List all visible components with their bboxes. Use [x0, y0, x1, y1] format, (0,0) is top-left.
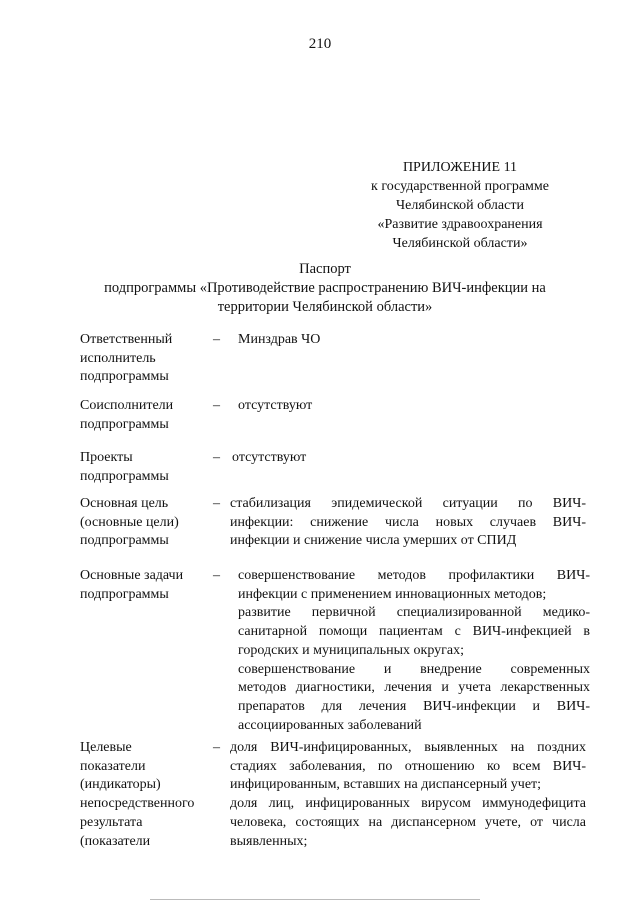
row-value: [230, 739, 586, 851]
appendix-line: ПРИЛОЖЕНИЕ 11: [402, 160, 518, 175]
appendix-line: к государственной программе: [371, 179, 549, 194]
row-label-line: исполнитель: [80, 350, 156, 366]
row-value: [238, 567, 590, 735]
row-value-line: выявленных;: [230, 833, 308, 849]
row-label-line: Проекты: [80, 450, 133, 465]
row-label: [80, 449, 208, 486]
row-dash: –: [213, 496, 220, 511]
row-value-line: человека, состоящих на диспансерном учете, от числа: [230, 814, 586, 830]
row-label-line: Целевые: [80, 740, 132, 755]
row-label-line: подпрограммы: [80, 533, 169, 549]
row-label-line: Соисполнители: [80, 398, 174, 413]
row-value-line: доля ВИЧ-инфицированных, выявленных на поздних: [230, 740, 586, 755]
row-dash: –: [213, 568, 220, 583]
row-label: [80, 331, 208, 387]
row-value-line: инфекции и снижение числа умерших от СПИД: [230, 533, 517, 549]
row-label-line: подпрограммы: [80, 586, 169, 602]
row-value-line: препаратов для лечения ВИЧ-инфекции и ВИЧ-: [238, 698, 590, 714]
row-label: [80, 567, 208, 604]
row-label-line: результата: [80, 814, 143, 830]
row-dash: –: [213, 740, 220, 755]
row-value-line: санитарной помощи пациентам с ВИЧ-инфекцией в: [238, 624, 590, 640]
passport-subtitle-line: территории Челябинской области»: [217, 299, 433, 315]
passport-title: Паспорт: [299, 261, 351, 277]
row-dash: –: [213, 332, 220, 347]
appendix-line: «Развитие здравоохранения: [377, 217, 543, 232]
row-value-line: ассоциированных заболеваний: [238, 717, 422, 733]
row-value-line: развитие первичной специализированной медико-: [238, 605, 590, 621]
row-value-line: совершенствование и внедрение современных: [238, 661, 590, 677]
row-value: [232, 449, 584, 468]
row-label-line: непосредственного: [80, 796, 195, 812]
row-value-line: совершенствование методов профилактики ВИЧ-: [238, 568, 590, 583]
row-dash: –: [213, 398, 220, 413]
row-label: [80, 397, 208, 434]
row-value-line: отсутствуют: [238, 398, 313, 413]
row-value-line: стадиях заболевания, по отношению ко всем ВИЧ-: [230, 758, 586, 774]
row-label-line: (показатели: [80, 833, 151, 849]
row-label-line: подпрограммы: [80, 416, 169, 432]
row-label-line: Основная цель: [80, 496, 169, 511]
row-value-line: методов диагностики, лечения и учета лекарственных: [238, 680, 590, 696]
row-value-line: стабилизация эпидемической ситуации по ВИЧ-: [230, 496, 586, 511]
row-value-line: доля лиц, инфицированных вирусом иммунодефицита: [230, 796, 586, 812]
row-label-line: (основные цели): [80, 514, 179, 530]
row-label-line: (индикаторы): [80, 777, 161, 793]
page-number: 210: [308, 36, 332, 52]
row-label: [80, 739, 208, 851]
appendix-line: Челябинской области: [396, 198, 524, 213]
row-value-line: инфекции с применением инновационных методов;: [238, 586, 547, 602]
row-value: [230, 495, 586, 551]
appendix-line: Челябинской области»: [392, 236, 528, 251]
row-value-line: отсутствуют: [232, 450, 307, 465]
row-dash: –: [213, 450, 220, 465]
row-label: [80, 495, 208, 551]
page-bottom-edge-divider: [150, 899, 480, 900]
row-value-line: Минздрав ЧО: [238, 332, 321, 347]
row-value-line: инфицированным, вставших на диспансерный учет;: [230, 777, 542, 793]
row-value-line: городских и муниципальных округах;: [238, 642, 465, 658]
row-label-line: подпрограммы: [80, 468, 169, 484]
row-value: [238, 331, 590, 350]
row-value-line: инфекции: снижение числа новых случаев ВИЧ-: [230, 514, 586, 530]
appendix-header: [330, 158, 590, 253]
row-label-line: показатели: [80, 758, 146, 774]
row-label-line: Основные задачи: [80, 568, 184, 583]
row-label-line: Ответственный: [80, 332, 173, 347]
passport-title-block: [60, 260, 590, 317]
passport-subtitle-line: подпрограммы «Противодействие распространению ВИЧ-инфекции на: [104, 280, 546, 296]
row-label-line: подпрограммы: [80, 369, 169, 385]
row-value: [238, 397, 590, 416]
